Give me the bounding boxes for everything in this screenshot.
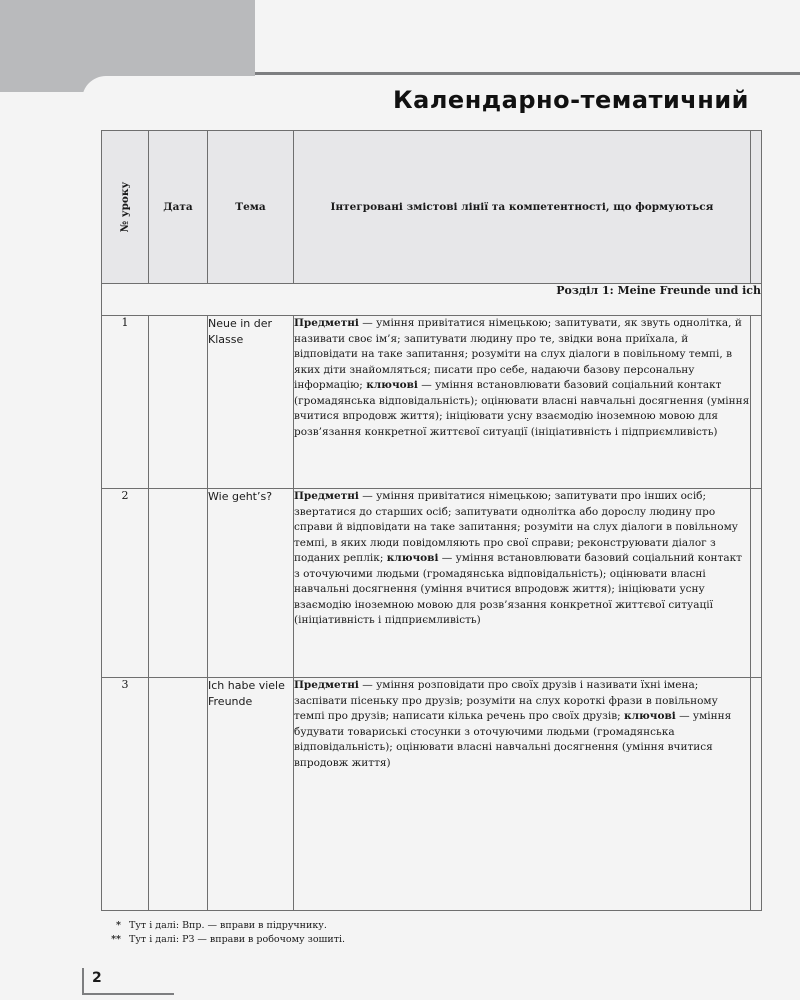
footnote [103,933,345,947]
footnote-text: Тут і далі: Впр. — вправи в підручнику. [129,920,327,931]
footnote [103,919,345,933]
table-header-row [102,131,762,284]
table-row [102,316,762,489]
header-content: Інтегровані змістові лінії та компетентності, що формуються [294,131,751,284]
page-title: Календарно-тематичний [393,86,749,114]
section-title: Розділ 1: Meine Freunde und ich [102,284,762,316]
lesson-competences: Предметні — уміння привітатися німецькою; запитувати, як звуть однолітка, й називати своє ім’я; запитувати людину про те, звідки вона приїхала, й відповідати на таке запитання; розуміти на слух діалоги в повільному темпі, в яких діти знайомляться; писати про себе, надаючи базову персональну інформацію; ключові — уміння встановлювати базовий соціальний контакт (громадянська відповідальність); оцінювати власні навчальні досягнення (уміння вчитися впродовж життя); ініціювати усну взаємодію іноземною мовою для розв’язання конкретної життєвої ситуації (ініціативність і підприємливість) [294,316,751,489]
lesson-extra [751,489,762,678]
footnote-mark: ** [111,934,121,945]
page-number: 2 [92,970,102,986]
table-row [102,489,762,678]
page-number-line [82,993,174,995]
header-extra [751,131,762,284]
lesson-number: 2 [102,489,149,678]
footnote-text: Тут і далі: РЗ — вправи в робочому зошиті. [129,934,346,945]
lesson-topic: Wie geht’s? [208,489,294,678]
lesson-extra [751,316,762,489]
table-row [102,678,762,911]
lesson-number: 1 [102,316,149,489]
lesson-topic: Neue in der Klasse [208,316,294,489]
lesson-competences: Предметні — уміння розповідати про своїх друзів і називати їхні імена; заспівати пісеньку про друзів; розуміти на слух короткі фрази в повільному темпі про друзів; написати кілька речень про своїх друзів; ключові — уміння будувати товариські стосунки з оточуючими людьми (громадянська відповідальність); оцінювати власні навчальні досягнення (уміння вчитися впродовж життя) [294,678,751,911]
header-lesson-number: № уроку [102,131,149,284]
lesson-extra [751,678,762,911]
header-topic: Тема [208,131,294,284]
lesson-number: 3 [102,678,149,911]
lesson-plan-table [101,130,762,911]
section-row [102,284,762,316]
footnotes [103,919,345,947]
lesson-topic: Ich habe viele Freunde [208,678,294,911]
lesson-competences: Предметні — уміння привітатися німецькою; запитувати про інших осіб; звертатися до старших осіб; запитувати однолітка або дорослу людину про справи й відповідати на таке запитання; розуміти на слух діалоги в повільному темпі, в яких люди повідомляють про свої справи; реконструювати діалог з поданих реплік; ключові — уміння встановлювати базовий соціальний контакт з оточуючими людьми (громадянська відповідальність); оцінювати власні навчальні досягнення (уміння вчитися впродовж життя); ініціювати усну взаємодію іноземною мовою для розв’язання конкретної життєвої ситуації (ініціативність і підприємливість) [294,489,751,678]
footnote-mark: * [116,920,121,931]
lesson-date [149,678,208,911]
header-rule [255,72,800,75]
lesson-date [149,489,208,678]
page-number-bar [82,968,84,994]
header-tab-curve [82,76,282,116]
header-date: Дата [149,131,208,284]
lesson-date [149,316,208,489]
